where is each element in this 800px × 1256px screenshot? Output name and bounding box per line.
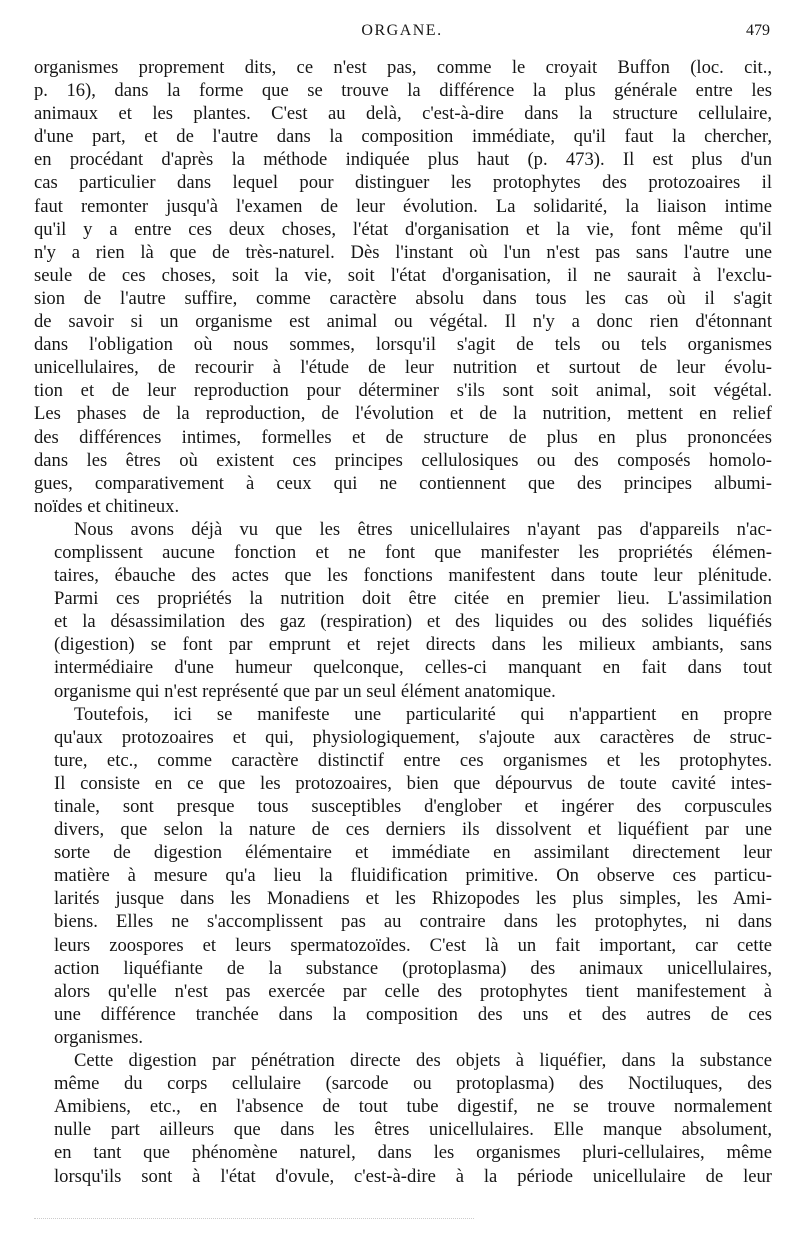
text-line: lorsqu'ils sont à l'état d'ovule, c'est-à-dire à la période unicellulaire de leur: [54, 1165, 772, 1187]
text-line: larités jusque dans les Monadiens et les Rhizopodes les plus simples, les Ami-: [54, 888, 772, 910]
text-line: d'une part, et de l'autre dans la composition immédiate, qu'il faut la chercher,: [34, 126, 772, 148]
text-line: dans les êtres où existent ces principes cellulosiques ou des composés homolo-: [34, 449, 772, 471]
page-footer-rule: [34, 1218, 474, 1223]
text-line: nulle part ailleurs que dans les êtres unicellulaires. Elle manque absolument,: [54, 1119, 772, 1141]
text-line: ture, etc., comme caractère distinctif entre ces organismes et les protophytes.: [54, 749, 772, 771]
paragraph-4: [34, 1049, 772, 1188]
page-number: 479: [746, 22, 770, 39]
text-line: taires, ébauche des actes que les fonctions manifestent dans toute leur plénitude.: [54, 565, 772, 587]
text-line: action liquéfiante de la substance (protoplasma) des animaux unicellulaires,: [54, 957, 772, 979]
text-line: en procédant d'après la méthode indiquée plus haut (p. 473). Il est plus d'un: [34, 149, 772, 171]
text-line: organismes proprement dits, ce n'est pas, comme le croyait Buffon (loc. cit.,: [34, 57, 772, 78]
text-line: tion et de leur reproduction pour déterminer s'ils sont soit animal, soit végétal.: [34, 380, 772, 402]
text-line: une différence tranchée dans la composition des uns et des autres de ces: [54, 1003, 772, 1025]
text-line: et la désassimilation des gaz (respiration) et des liquides ou des solides liquéfiés: [54, 611, 772, 633]
text-line: sion de l'autre suffire, comme caractère absolu dans tous les cas où il s'agit: [34, 287, 772, 309]
text-line: animaux et les plantes. C'est au delà, c'est-à-dire dans la structure cellulaire,: [34, 103, 772, 125]
text-line: qu'il y a entre ces deux choses, l'état d'organisation et la vie, font même qu'il: [34, 218, 772, 240]
text-line: des différences intimes, formelles et de structure de plus en plus prononcées: [34, 426, 772, 448]
text-line: sorte de digestion élémentaire et immédiate en assimilant directement leur: [54, 842, 772, 864]
text-line: organisme qui n'est représenté que par un seul élément anatomique.: [54, 680, 556, 702]
text-line: tinale, sont presque tous susceptibles d'englober et ingérer des corpuscules: [54, 796, 772, 817]
text-line: même du corps cellulaire (sarcode ou protoplasma) des Noctiluques, des: [54, 1073, 772, 1095]
text-line: noïdes et chitineux.: [34, 495, 180, 517]
text-line: faut remonter jusqu'à l'examen de leur évolution. La solidarité, la liaison intime: [34, 195, 772, 217]
paragraph-1: [34, 56, 772, 518]
text-line: complissent aucune fonction et ne font que manifester les propriétés élémen-: [54, 541, 772, 563]
paragraph-2: [34, 518, 772, 703]
body-text: [34, 56, 772, 1188]
text-line: alors qu'elle n'est pas exercée par celle des protophytes tient manifestement à: [54, 980, 772, 1002]
text-line: Toutefois, ici se manifeste une particularité qui n'appartient en propre: [74, 703, 772, 725]
text-line: unicellulaires, de recourir à l'étude de leur nutrition et surtout de leur évolu-: [34, 357, 772, 379]
text-line: Parmi ces propriétés la nutrition doit être citée en premier lieu. L'assimilation: [54, 588, 772, 610]
text-line: seule de ces choses, soit la vie, soit l'état d'organisation, il ne saurait à l'exclu-: [34, 264, 772, 286]
text-line: en tant que phénomène naturel, dans les organismes pluri-cellulaires, même: [54, 1142, 772, 1164]
text-line: dans l'obligation où nous sommes, lorsqu'il s'agit de tels ou tels organismes: [34, 334, 772, 356]
text-line: Amibiens, etc., en l'absence de tout tube digestif, ne se trouve normalement: [54, 1096, 772, 1118]
running-header: [34, 20, 770, 46]
text-line: Nous avons déjà vu que les êtres unicellulaires n'ayant pas d'appareils n'ac-: [74, 518, 772, 540]
text-line: biens. Elles ne s'accomplissent pas au contraire dans les protophytes, ni dans: [54, 911, 772, 933]
text-line: divers, que selon la nature de ces derniers ils dissolvent et liquéfient par une: [54, 819, 772, 841]
text-line: matière à mesure qu'a lieu la fluidification primitive. On observe ces particu-: [54, 865, 772, 887]
text-line: Cette digestion par pénétration directe des objets à liquéfier, dans la substance: [74, 1050, 772, 1072]
text-line: p. 16), dans la forme que se trouve la différence la plus générale entre les: [34, 80, 772, 102]
text-line: Il consiste en ce que les protozoaires, bien que dépourvus de toute cavité intes-: [54, 772, 772, 794]
text-line: intermédiaire d'une humeur quelconque, celles-ci manquant en fait dans tout: [54, 657, 772, 679]
text-line: n'y a rien là que de très-naturel. Dès l'instant où l'un n'est pas sans l'autre une: [34, 241, 772, 263]
text-line: leurs zoospores et leurs spermatozoïdes. C'est là un fait important, car cette: [54, 934, 772, 956]
text-line: qu'aux protozoaires et qui, physiologiquement, s'ajoute aux caractères de struc-: [54, 726, 772, 748]
paragraph-3: [34, 703, 772, 1049]
text-line: Les phases de la reproduction, de l'évolution et de la nutrition, mettent en relief: [34, 403, 772, 425]
text-line: gues, comparativement à ceux qui ne contiennent que des principes albumi-: [34, 472, 772, 494]
text-line: cas particulier dans lequel pour distinguer les protophytes des protozoaires il: [34, 172, 772, 194]
text-line: de savoir si un organisme est animal ou végétal. Il n'y a donc rien d'étonnant: [34, 311, 772, 333]
text-line: (digestion) se font par emprunt et rejet directs dans les milieux ambiants, sans: [54, 634, 772, 656]
text-line: organismes.: [54, 1026, 144, 1048]
header-title: ORGANE.: [361, 22, 443, 39]
